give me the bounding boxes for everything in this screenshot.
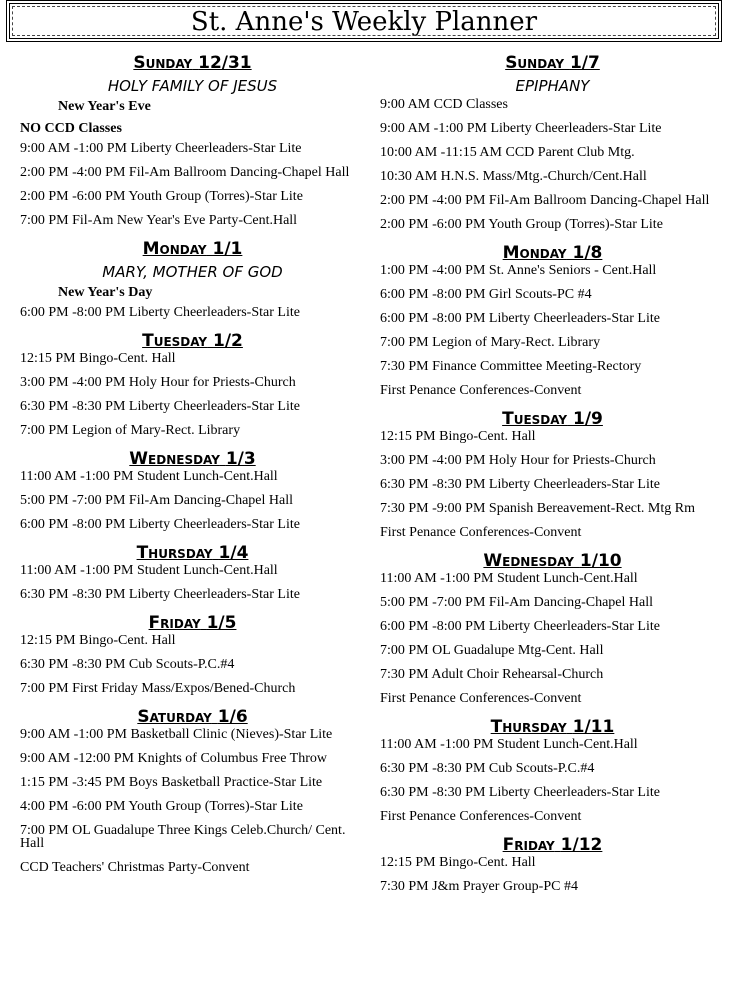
day-name: Tuesday bbox=[142, 331, 208, 351]
day-name: Thursday bbox=[136, 543, 213, 563]
day-section bbox=[380, 408, 725, 539]
event-item: 2:00 PM -6:00 PM Youth Group (Torres)-Star Lite bbox=[20, 189, 303, 204]
day-section bbox=[20, 706, 365, 874]
event-item: 9:00 AM -12:00 PM Knights of Columbus Free Throw bbox=[20, 751, 327, 766]
event-item: 2:00 PM -4:00 PM Fil-Am Ballroom Dancing-Chapel Hall bbox=[380, 193, 710, 208]
day-name: Sunday bbox=[133, 53, 193, 73]
day-date: 1/5 bbox=[206, 613, 237, 633]
day-date: 1/10 bbox=[579, 551, 622, 571]
right-column bbox=[380, 50, 725, 904]
day-date: 1/9 bbox=[573, 409, 603, 429]
event-item: 12:15 PM Bingo-Cent. Hall bbox=[20, 351, 176, 366]
event-item: First Penance Conferences-Convent bbox=[380, 691, 582, 706]
event-item: 3:00 PM -4:00 PM Holy Hour for Priests-Church bbox=[20, 375, 296, 390]
event-item: 7:00 PM Fil-Am New Year's Eve Party-Cent.Hall bbox=[20, 213, 298, 228]
event-item: 6:00 PM -8:00 PM Liberty Cheerleaders-Star Lite bbox=[20, 305, 300, 320]
day-heading bbox=[20, 238, 365, 260]
feast-title: HOLY FAMILY OF JESUS bbox=[107, 77, 278, 95]
day-heading bbox=[20, 612, 365, 634]
event-item: 6:00 PM -8:00 PM Girl Scouts-PC #4 bbox=[380, 287, 592, 302]
day-date: 1/7 bbox=[569, 53, 600, 73]
day-date: 1/3 bbox=[225, 449, 256, 469]
feast-title: MARY, MOTHER OF GOD bbox=[102, 263, 283, 281]
day-heading bbox=[20, 448, 365, 470]
day-date: 1/6 bbox=[217, 707, 248, 727]
feast-title: EPIPHANY bbox=[515, 77, 590, 95]
day-heading bbox=[20, 706, 365, 728]
day-heading bbox=[380, 550, 725, 572]
event-item: 7:00 PM OL Guadalupe Three Kings Celeb.Church/ Cent. Hall bbox=[20, 823, 346, 851]
event-item: 6:00 PM -8:00 PM Liberty Cheerleaders-Star Lite bbox=[380, 619, 660, 634]
day-name: Sunday bbox=[505, 53, 565, 73]
event-item: 11:00 AM -1:00 PM Student Lunch-Cent.Hall bbox=[380, 571, 638, 586]
event-item: 12:15 PM Bingo-Cent. Hall bbox=[20, 633, 176, 648]
day-section bbox=[20, 330, 365, 437]
day-heading bbox=[380, 242, 725, 264]
day-note: New Year's Day bbox=[58, 285, 153, 300]
day-date: 12/31 bbox=[198, 53, 252, 73]
left-column bbox=[20, 50, 365, 885]
day-name: Monday bbox=[502, 243, 567, 263]
event-item: 6:00 PM -8:00 PM Liberty Cheerleaders-Star Lite bbox=[380, 311, 660, 326]
day-name: Monday bbox=[142, 239, 207, 259]
day-heading bbox=[380, 52, 725, 74]
day-heading bbox=[380, 716, 725, 738]
day-note: NO CCD Classes bbox=[20, 121, 122, 136]
day-section bbox=[380, 716, 725, 823]
day-name: Tuesday bbox=[502, 409, 568, 429]
event-item: 6:30 PM -8:30 PM Liberty Cheerleaders-Star Lite bbox=[20, 399, 300, 414]
day-name: Saturday bbox=[137, 707, 212, 727]
event-item: 6:30 PM -8:30 PM Cub Scouts-P.C.#4 bbox=[20, 657, 235, 672]
day-heading bbox=[20, 542, 365, 564]
day-date: 1/8 bbox=[572, 243, 603, 263]
day-name: Friday bbox=[148, 613, 201, 633]
day-section bbox=[380, 834, 725, 893]
planner-title: St. Anne's Weekly Planner bbox=[6, 0, 722, 42]
event-item: 6:00 PM -8:00 PM Liberty Cheerleaders-Star Lite bbox=[20, 517, 300, 532]
event-item: 7:00 PM Legion of Mary-Rect. Library bbox=[380, 335, 601, 350]
event-item: 1:00 PM -4:00 PM St. Anne's Seniors - Cent.Hall bbox=[380, 263, 657, 278]
day-section bbox=[380, 242, 725, 397]
event-item: 5:00 PM -7:00 PM Fil-Am Dancing-Chapel Hall bbox=[380, 595, 653, 610]
event-item: 11:00 AM -1:00 PM Student Lunch-Cent.Hall bbox=[380, 737, 638, 752]
event-item: 6:30 PM -8:30 PM Liberty Cheerleaders-Star Lite bbox=[380, 477, 660, 492]
day-section bbox=[20, 448, 365, 531]
day-heading bbox=[20, 330, 365, 352]
event-item: 6:30 PM -8:30 PM Cub Scouts-P.C.#4 bbox=[380, 761, 595, 776]
day-date: 1/11 bbox=[572, 717, 615, 737]
day-date: 1/4 bbox=[218, 543, 249, 563]
event-item: 12:15 PM Bingo-Cent. Hall bbox=[380, 429, 536, 444]
event-item: 3:00 PM -4:00 PM Holy Hour for Priests-Church bbox=[380, 453, 656, 468]
event-item: 7:00 PM First Friday Mass/Expos/Bened-Church bbox=[20, 681, 296, 696]
day-date: 1/12 bbox=[560, 835, 603, 855]
day-section bbox=[380, 52, 725, 231]
event-item: 7:30 PM J&m Prayer Group-PC #4 bbox=[380, 879, 578, 894]
event-item: 10:00 AM -11:15 AM CCD Parent Club Mtg. bbox=[380, 145, 635, 160]
day-heading bbox=[380, 834, 725, 856]
day-section bbox=[20, 542, 365, 601]
day-section bbox=[20, 238, 365, 319]
event-item: 9:00 AM -1:00 PM Basketball Clinic (Nieves)-Star Lite bbox=[20, 727, 333, 742]
event-item: 9:00 AM CCD Classes bbox=[380, 97, 508, 112]
event-item: 7:30 PM Finance Committee Meeting-Rectory bbox=[380, 359, 642, 374]
event-item: CCD Teachers' Christmas Party-Convent bbox=[20, 860, 250, 875]
day-name: Wednesday bbox=[129, 449, 220, 469]
event-item: 7:00 PM OL Guadalupe Mtg-Cent. Hall bbox=[380, 643, 604, 658]
day-name: Wednesday bbox=[483, 551, 574, 571]
day-name: Thursday bbox=[490, 717, 567, 737]
event-item: 5:00 PM -7:00 PM Fil-Am Dancing-Chapel Hall bbox=[20, 493, 293, 508]
day-section bbox=[380, 550, 725, 705]
event-item: 7:30 PM -9:00 PM Spanish Bereavement-Rect. Mtg Rm bbox=[380, 501, 695, 516]
event-item: 11:00 AM -1:00 PM Student Lunch-Cent.Hall bbox=[20, 469, 278, 484]
event-item: 12:15 PM Bingo-Cent. Hall bbox=[380, 855, 536, 870]
day-date: 1/2 bbox=[213, 331, 243, 351]
event-item: 7:30 PM Adult Choir Rehearsal-Church bbox=[380, 667, 604, 682]
event-item: 2:00 PM -4:00 PM Fil-Am Ballroom Dancing-Chapel Hall bbox=[20, 165, 350, 180]
day-section bbox=[20, 52, 365, 227]
event-item: 4:00 PM -6:00 PM Youth Group (Torres)-Star Lite bbox=[20, 799, 303, 814]
event-item: 6:30 PM -8:30 PM Liberty Cheerleaders-Star Lite bbox=[380, 785, 660, 800]
day-date: 1/1 bbox=[212, 239, 243, 259]
event-item: First Penance Conferences-Convent bbox=[380, 383, 582, 398]
day-note: New Year's Eve bbox=[58, 99, 151, 114]
day-name: Friday bbox=[502, 835, 555, 855]
day-heading bbox=[380, 408, 725, 430]
day-section bbox=[20, 612, 365, 695]
day-heading bbox=[20, 52, 365, 74]
event-item: 9:00 AM -1:00 PM Liberty Cheerleaders-Star Lite bbox=[380, 121, 662, 136]
event-item: 1:15 PM -3:45 PM Boys Basketball Practice-Star Lite bbox=[20, 775, 323, 790]
event-item: First Penance Conferences-Convent bbox=[380, 809, 582, 824]
event-item: 11:00 AM -1:00 PM Student Lunch-Cent.Hall bbox=[20, 563, 278, 578]
event-item: 10:30 AM H.N.S. Mass/Mtg.-Church/Cent.Hall bbox=[380, 169, 647, 184]
event-item: 7:00 PM Legion of Mary-Rect. Library bbox=[20, 423, 241, 438]
event-item: 2:00 PM -6:00 PM Youth Group (Torres)-Star Lite bbox=[380, 217, 663, 232]
event-item: 6:30 PM -8:30 PM Liberty Cheerleaders-Star Lite bbox=[20, 587, 300, 602]
event-item: 9:00 AM -1:00 PM Liberty Cheerleaders-Star Lite bbox=[20, 141, 302, 156]
event-item: First Penance Conferences-Convent bbox=[380, 525, 582, 540]
